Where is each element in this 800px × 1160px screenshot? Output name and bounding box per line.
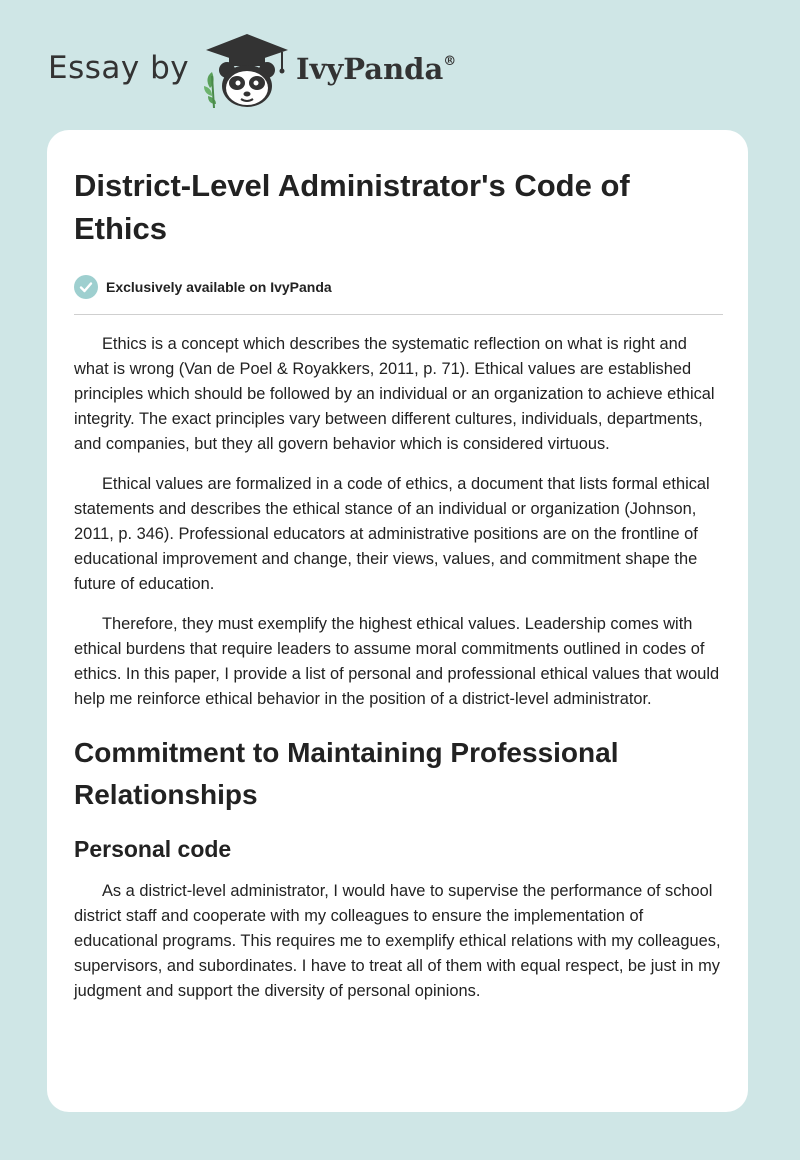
paragraph: As a district-level administrator, I would have to supervise the performance of school district staff and cooperate with my colleagues to ensure the implementation of educational programs. This requires me to exemplify ethical relations with my colleagues, supervisors, and subordinates. I have to treat all of them with equal respect, be just in my judgment and support the diversity of personal opinions. xyxy=(74,882,721,1000)
essay-content xyxy=(74,164,723,1004)
ivypanda-brand[interactable]: IvyPanda® xyxy=(296,52,457,86)
exclusive-badge xyxy=(74,272,723,302)
divider xyxy=(74,314,723,315)
paragraph: Ethics is a concept which describes the systematic reflection on what is right and what is wrong (Van de Poel & Royakkers, 2011, p. 71). Ethical values are established principles which should be followed by an individual or an organization to achieve ethical integrity. The exact principles vary between different cultures, individuals, departments, and companies, but they all govern behavior which is considered virtuous. xyxy=(74,335,715,453)
panda-logo-icon[interactable] xyxy=(202,30,292,110)
check-icon xyxy=(74,275,98,299)
site-header xyxy=(48,30,548,110)
essay-title: District-Level Administrator's Code of Ethics xyxy=(74,168,630,246)
subsection-heading: Personal code xyxy=(74,836,232,862)
essay-card xyxy=(47,130,748,1112)
essay-by-label: Essay by xyxy=(48,50,190,86)
section-heading: Commitment to Maintaining Professional Relationships xyxy=(74,737,619,810)
paragraph: Ethical values are formalized in a code of ethics, a document that lists formal ethical statements and describes the ethical stance of an individual or organization (Johnson, 2011, p. 346). Professional educators at administrative positions are on the frontline of educational improvement and change, their views, values, and commitment shape the future of education. xyxy=(74,475,710,593)
exclusive-badge-label: Exclusively available on IvyPanda xyxy=(106,279,332,295)
paragraph: Therefore, they must exemplify the highest ethical values. Leadership comes with ethical burdens that require leaders to assume moral commitments outlined in codes of ethics. In this paper, I provide a list of personal and professional ethical values that would help me reinforce ethical behavior in the position of a district-level administrator. xyxy=(74,615,720,708)
